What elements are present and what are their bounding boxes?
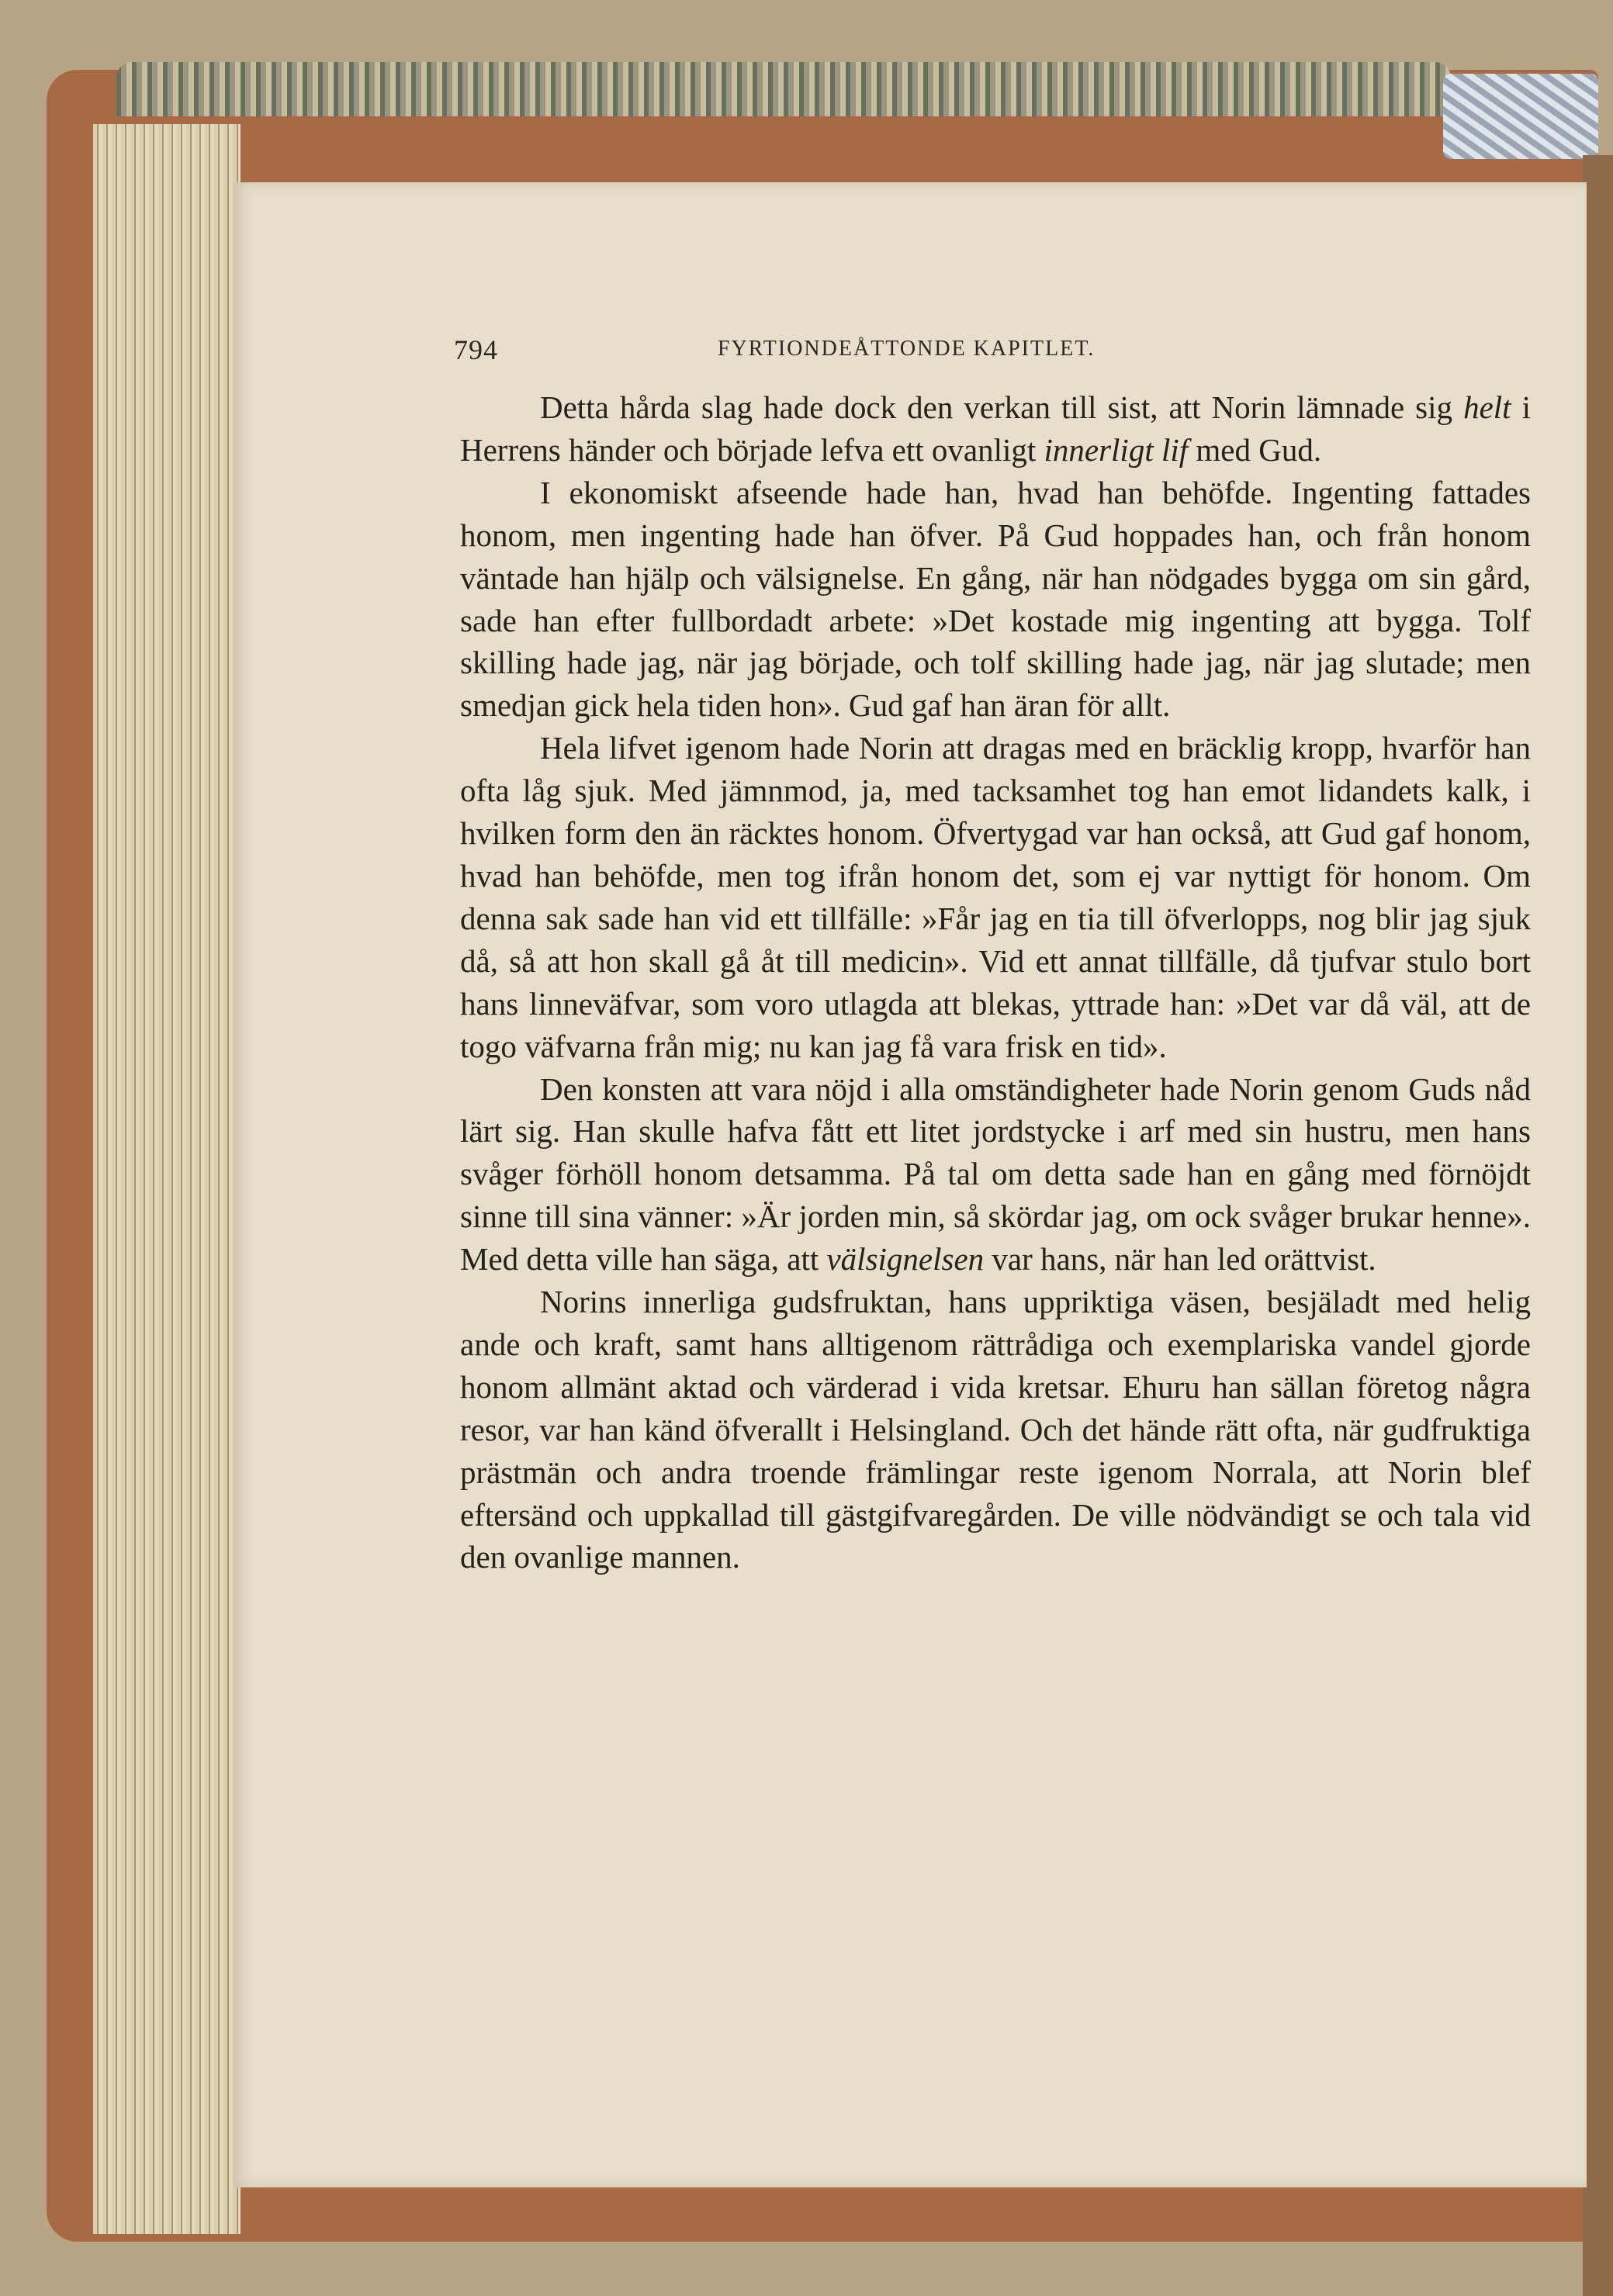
text-run: Den konsten att vara nöjd i alla omständigheter hade Norin genom Guds nåd lärt sig. Han skulle hafva fått ett litet jordstycke i arf med sin hustru, men hans svåger förhöll honom detsamma. På tal om detta sade han en gång med förnöjdt sinne till sina vänner: »Är jorden min, så skördar jag, om ock svåger brukar henne». Med detta ville han säga, att	[460, 1070, 1531, 1278]
text-run: var hans, när han led orättvist.	[984, 1241, 1376, 1278]
text-run: Hela lifvet igenom hade Norin att dragas med en bräcklig kropp, hvarför han ofta låg sjuk. Med jämnmod, ja, med tacksamhet tog han emot lidandets kalk, i hvilken form den än räcktes honom. Öfvertygad var han också, att Gud gaf honom, hvad han behöfde, men tog ifrån honom det, som ej var nyttigt för honom. Om denna sak sade han vid ett tillfälle: »Får jag en tia till öfverlopps, nog blir jag sjuk då, så att hon skall gå åt till medicin». Vid ett annat tillfälle, då tjufvar stulo bort hans linneväfvar, som voro utlagda att blekas, yttrade han: »Det var då väl, att de togo väfvarna från mig; nu kan jag få vara frisk en tid».	[460, 730, 1531, 1064]
book-head-edge	[116, 62, 1451, 116]
paragraph	[460, 1281, 1531, 1578]
text-run: Norins innerliga gudsfruktan, hans uppriktiga väsen, besjäladt med helig ande och kraft, samt hans alltigenom rättrådiga och exemplariska vandel gjorde honom allmänt aktad och värderad i vida kretsar. Ehuru han sällan företog några resor, var han känd öfverallt i Helsingland. Och det hände rätt ofta, när gudfruktiga prästmän och andra troende främlingar reste igenom Norrala, att Norin blef eftersänd och uppkallad till gästgifvaregården. De ville nödvändigt se och tala vid den ovanlige mannen.	[460, 1284, 1531, 1575]
paragraph	[460, 386, 1531, 472]
text-run: med Gud.	[1188, 431, 1322, 468]
text-run: I ekonomiskt afseende hade han, hvad han behöfde. Ingenting fattades honom, men ingenting hade han öfver. På Gud hoppades han, och från honom väntade han hjälp och välsignelse. En gång, när han nödgades bygga om sin gård, sade han efter fullbordadt arbete: »Det kostade mig ingenting att bygga. Tolf skilling hade jag, när jag började, och tolf skilling hade jag, när jag slutade; men smedjan gick hela tiden hon». Gud gaf han äran för allt.	[460, 474, 1531, 724]
text-run: Detta hårda slag hade dock den verkan till sist, att Norin lämnade sig	[540, 389, 1464, 425]
body-text	[460, 386, 1531, 1578]
page-number: 794	[454, 334, 498, 365]
italic-text: helt	[1463, 389, 1511, 425]
headband	[1443, 74, 1598, 159]
book-page	[233, 182, 1587, 2187]
running-head	[454, 334, 1532, 380]
paragraph	[460, 727, 1531, 1067]
chapter-title: FYRTIONDEÅTTONDE KAPITLET.	[718, 337, 1096, 361]
italic-text: välsignelsen	[826, 1241, 985, 1278]
paragraph	[460, 1068, 1531, 1281]
text-run: i Herrens händer och började lefva ett ovanligt	[460, 389, 1531, 468]
spine-strip	[1583, 155, 1613, 2296]
page-edges	[93, 124, 241, 2234]
italic-text: innerligt lif	[1044, 431, 1189, 468]
paragraph	[460, 472, 1531, 727]
